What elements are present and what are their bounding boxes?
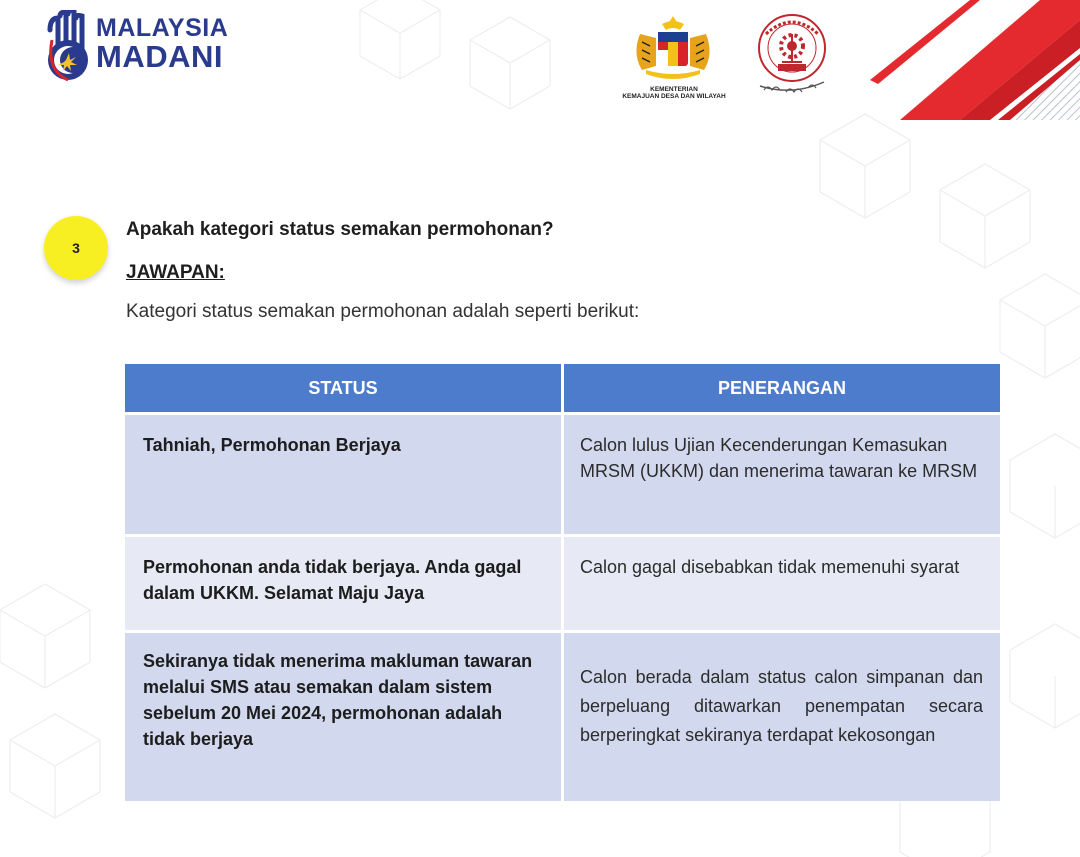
answer-intro: Kategori status semakan permohonan adalah seperti berikut: bbox=[126, 301, 640, 322]
status-cell: Permohonan anda tidak berjaya. Anda gagal dalam UKKM. Selamat Maju Jaya bbox=[125, 537, 564, 633]
ministry-name bbox=[606, 86, 742, 101]
table-header-row bbox=[125, 364, 1000, 415]
description-cell: Calon lulus Ujian Kecenderungan Kemasukan MRSM (UKKM) dan menerima tawaran ke MRSM bbox=[564, 415, 1000, 537]
status-cell: Tahniah, Permohonan Berjaya bbox=[125, 415, 564, 537]
header-status: STATUS bbox=[125, 364, 564, 415]
brand-wordmark bbox=[96, 16, 228, 72]
table-row bbox=[125, 537, 1000, 633]
header-description: PENERANGAN bbox=[564, 364, 1000, 415]
table-row bbox=[125, 633, 1000, 801]
ministry-line-1: KEMENTERIAN bbox=[650, 86, 698, 93]
status-table bbox=[125, 364, 1000, 801]
coat-of-arms-icon bbox=[628, 14, 718, 84]
status-cell: Sekiranya tidak menerima makluman tawaran melalui SMS atau semakan dalam sistem sebelum 20 Mei 2024, permohonan adalah tidak berjaya bbox=[125, 633, 564, 801]
description-cell: Calon gagal disebabkan tidak memenuhi syarat bbox=[564, 537, 1000, 633]
corner-decoration bbox=[830, 0, 1080, 120]
brand-line-2: MADANI bbox=[96, 39, 223, 74]
table-row bbox=[125, 415, 1000, 537]
answer-label: JAWAPAN: bbox=[126, 262, 225, 283]
mara-logo bbox=[752, 12, 832, 96]
question-number-badge: 3 bbox=[44, 216, 108, 280]
brand-line-1: MALAYSIA bbox=[96, 14, 229, 42]
ministry-line-2: KEMAJUAN DESA DAN WILAYAH bbox=[622, 93, 726, 101]
question-text: Apakah kategori status semakan permohonan? bbox=[126, 219, 554, 240]
description-cell: Calon berada dalam status calon simpanan dan berpeluang ditawarkan penempatan secara berperingkat sekiranya terdapat kekosongan bbox=[564, 633, 1000, 801]
